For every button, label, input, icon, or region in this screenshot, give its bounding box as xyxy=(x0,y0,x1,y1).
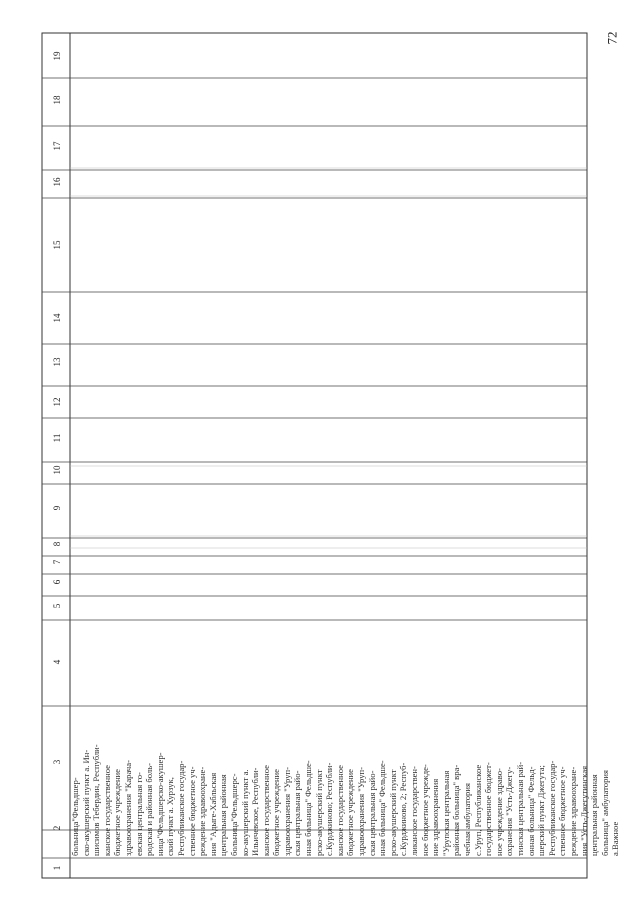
column-number-label: 6 xyxy=(52,579,62,585)
column-number-label: 5 xyxy=(52,603,62,609)
page-number: 72 xyxy=(604,31,620,45)
column-number-label: 13 xyxy=(52,357,62,367)
column-number-label: 14 xyxy=(52,313,62,323)
column-number-label: 17 xyxy=(52,141,62,151)
column-number-label: 7 xyxy=(52,559,62,565)
column-number-label: 1 xyxy=(52,865,62,871)
column-number-label: 2 xyxy=(52,825,62,831)
column-number-label: 9 xyxy=(52,505,62,511)
column-number-label: 16 xyxy=(52,177,62,187)
column-number-label: 18 xyxy=(52,95,62,105)
table-cell-col3 xyxy=(70,706,621,858)
column-number-label: 4 xyxy=(52,659,62,665)
column-number-label: 11 xyxy=(52,433,62,443)
column-number-label: 15 xyxy=(52,240,62,250)
column-number-label: 12 xyxy=(52,397,62,407)
institution-list-text: больница"Фельдшер- ско-акушерский пункт а. Ин- шисимов Тебердин, Республи- канское государственное бюджетное учреждение здравоохранения "Карача- евская центральная го- родская и районная боль- ница"Фельдшерско-акушер- ский пункт а. Хурзук, Республиканское государ- ственное бюджетное уч- реждение здравоохране- ния "Адыге-Хабльская центральная районная больница"Фельдшерс- ко-акушерский пункт а. Ильичевское, Республи- канское государственное бюджетное учреждение здравоохранения "Уруп- ская центральная райо- нная больница" Фельдше- рско-акушерский пункт с.Курджиново; Республи- канское государственное бюджетное учреждение здравоохранения "Уруп- ская центральная райо- нная больница" Фельдше- рско-акушерский пункт с.Курджиново, 2; Респуб- ликанское государствен- ное бюджетное учрежде- ние здравоохранения "Урупская центральная районная больница" вра- чебная амбулатория с.Уруп, Республиканское государственное бюджет- ное учреждение здраво- охранения "Усть-Джегу- тинская центральная рай- онная больница" Фельд- шерский пункт Джегута; Республиканское государ- ственное бюджетное уч- реждение здравоохране- ния "Усть-Джегутинская центральная районная больница" амбулатория а.Важное xyxy=(70,744,621,856)
column-number-label: 3 xyxy=(52,759,62,765)
column-number-label: 8 xyxy=(52,541,62,547)
column-number-label: 10 xyxy=(52,465,62,475)
column-number-label: 19 xyxy=(52,51,62,61)
